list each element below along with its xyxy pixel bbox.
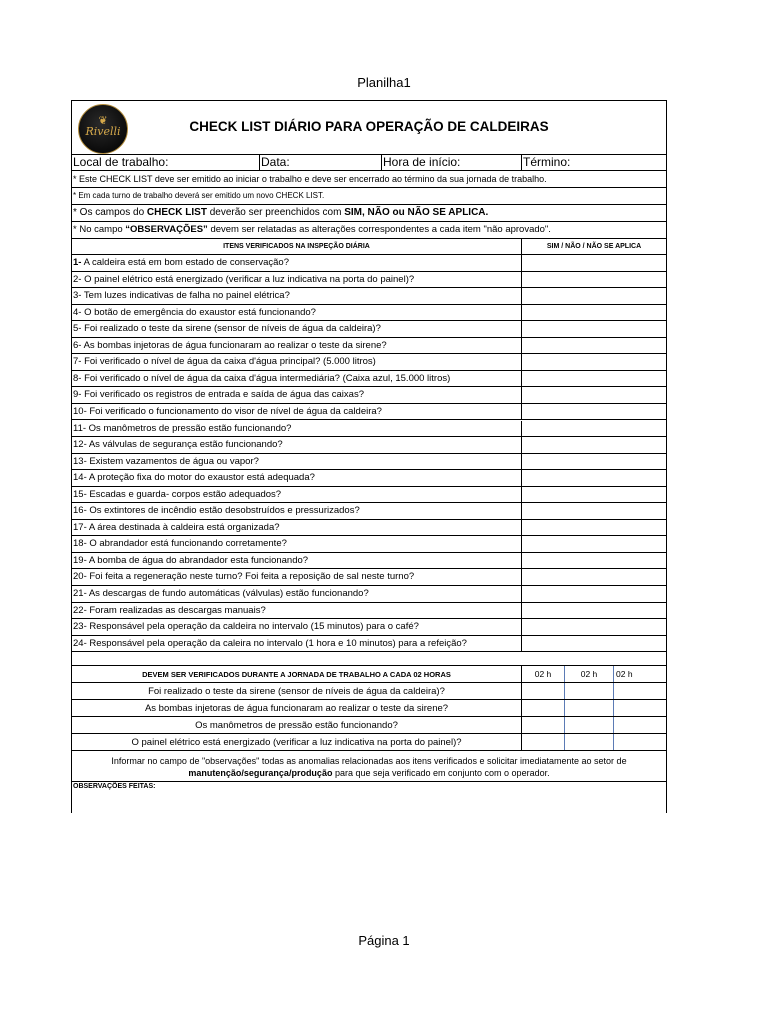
- bihourly-check-cell-1[interactable]: [521, 734, 564, 750]
- note-4-text: [72, 222, 666, 238]
- item-answer-cell[interactable]: [521, 636, 666, 652]
- item-answer-cell[interactable]: [521, 354, 666, 370]
- item-number: 13-: [73, 455, 87, 467]
- bihourly-check-cell-1[interactable]: [521, 700, 564, 716]
- note-2: [72, 188, 666, 205]
- item-text: [72, 437, 521, 453]
- item-text: [72, 288, 521, 304]
- observations-label: OBSERVAÇÕES FEITAS:: [73, 783, 156, 790]
- info-row: [72, 155, 666, 171]
- item-text: [72, 520, 521, 536]
- item-answer-cell[interactable]: [521, 288, 666, 304]
- item-text: [72, 553, 521, 569]
- item-number: 2-: [73, 273, 82, 285]
- item-answer-cell[interactable]: [521, 603, 666, 619]
- footer-bold: manutenção/segurança/produção: [188, 768, 333, 778]
- item-answer-cell[interactable]: [521, 503, 666, 519]
- item-answer-cell[interactable]: [521, 305, 666, 321]
- item-text: [72, 255, 521, 271]
- item-label: Responsável pela operação da caldeira no intervalo (15 minutos) para o café?: [86, 621, 419, 633]
- table-row: [72, 305, 666, 322]
- item-answer-cell[interactable]: [521, 387, 666, 403]
- note-2-text: * Em cada turno de trabalho deverá ser emitido um novo CHECK LIST.: [73, 191, 325, 200]
- item-text: [72, 470, 521, 486]
- item-text: [72, 305, 521, 321]
- bihourly-col-3: 02 h: [613, 666, 666, 682]
- table-row: [72, 354, 666, 371]
- bihourly-item-text: Foi realizado o teste da sirene (sensor de níveis de água da caldeira)?: [148, 686, 445, 697]
- item-answer-cell[interactable]: [521, 321, 666, 337]
- note-4-bold: “OBSERVAÇÕES”: [125, 224, 208, 235]
- item-answer-cell[interactable]: [521, 586, 666, 602]
- bihourly-row: [72, 700, 666, 717]
- note-4-part: * No campo: [73, 224, 126, 235]
- bihourly-check-cell-1[interactable]: [521, 683, 564, 699]
- table-row: [72, 371, 666, 388]
- note-3: [72, 205, 666, 222]
- item-answer-cell[interactable]: [521, 255, 666, 271]
- table-row: [72, 272, 666, 289]
- footer-instruction: [72, 751, 666, 782]
- bihourly-row: [72, 717, 666, 734]
- item-label: Foi realizado o teste da sirene (sensor de níveis de água da caldeira)?: [81, 323, 381, 335]
- item-answer-cell[interactable]: [521, 371, 666, 387]
- item-text: [72, 321, 521, 337]
- table-row: [72, 338, 666, 355]
- item-text: [72, 569, 521, 585]
- item-answer-cell[interactable]: [521, 338, 666, 354]
- item-label: As bombas injetoras de água funcionaram ao realizar o teste da sirene?: [81, 339, 387, 351]
- item-label: Existem vazamentos de água ou vapor?: [86, 455, 259, 467]
- item-number: 17-: [73, 521, 87, 533]
- bihourly-header: DEVEM SER VERIFICADOS DURANTE A JORNADA DE TRABALHO A CADA 02 HORAS: [142, 670, 451, 679]
- item-text: [72, 586, 521, 602]
- note-4: [72, 222, 666, 239]
- item-label: As descargas de fundo automáticas (válvulas) estão funcionando?: [86, 588, 369, 599]
- table-row: [72, 569, 666, 586]
- item-text: [72, 454, 521, 470]
- item-number: 7-: [73, 356, 82, 368]
- bihourly-row: [72, 683, 666, 700]
- table-row: [72, 586, 666, 603]
- items-column-header: ITENS VERIFICADOS NA INSPEÇÃO DIÁRIA: [223, 243, 370, 250]
- item-label: Os manômetros de pressão estão funcionando?: [86, 422, 292, 434]
- bihourly-item-text: As bombas injetoras de água funcionaram ao realizar o teste da sirene?: [144, 703, 449, 714]
- item-number: 4-: [73, 306, 82, 318]
- bihourly-check-cell-3[interactable]: [613, 734, 666, 750]
- item-answer-cell[interactable]: [521, 404, 666, 420]
- item-label: Foi verificado o funcionamento do visor de nível de água da caldeira?: [86, 405, 382, 417]
- table-row: [72, 321, 666, 338]
- item-text: [72, 421, 521, 437]
- item-number: 5-: [73, 323, 82, 335]
- start-time-field[interactable]: Hora de início:: [381, 155, 521, 170]
- item-text: [72, 603, 521, 619]
- end-time-field[interactable]: Término:: [521, 155, 666, 170]
- item-number: 3-: [73, 290, 82, 302]
- checklist-form: [71, 100, 667, 813]
- item-text: [72, 536, 521, 552]
- item-answer-cell[interactable]: [521, 553, 666, 569]
- table-row: [72, 470, 666, 487]
- bihourly-header-row: [72, 666, 666, 683]
- item-number: 9-: [73, 389, 82, 401]
- table-row: [72, 387, 666, 404]
- note-1-text: * Este CHECK LIST deve ser emitido ao iniciar o trabalho e deve ser encerrado ao término da sua jornada de trabalho.: [73, 174, 547, 184]
- item-number: 21-: [73, 588, 87, 599]
- item-label: A proteção fixa do motor do exaustor está adequada?: [86, 472, 315, 484]
- item-answer-cell[interactable]: [521, 520, 666, 536]
- item-number: 16-: [73, 505, 87, 517]
- item-label: Foi verificado os registros de entrada e saída de água das caixas?: [81, 389, 364, 401]
- bihourly-col-1: 02 h: [521, 666, 564, 682]
- bihourly-check-cell-2[interactable]: [564, 700, 613, 716]
- item-text: [72, 636, 521, 652]
- note-1: [72, 171, 666, 188]
- footer-line-2: [72, 767, 666, 779]
- bihourly-check-cell-1[interactable]: [521, 717, 564, 733]
- item-text: [72, 272, 521, 288]
- item-text: [72, 503, 521, 519]
- bihourly-item-text: Os manômetros de pressão estão funcionando?: [195, 720, 398, 731]
- table-row: [72, 421, 666, 438]
- note-3-bold: CHECK LIST: [146, 207, 207, 218]
- item-text: [72, 371, 521, 387]
- page-title: CHECK LIST DIÁRIO PARA OPERAÇÃO DE CALDEIRAS: [189, 119, 549, 134]
- item-label: Foi verificado o nível de água da caixa d'água principal? (5.000 litros): [81, 356, 376, 368]
- bihourly-item-text: O painel elétrico está energizado (verificar a luz indicativa na porta do painel)?: [131, 737, 462, 748]
- item-label: O botão de emergência do exaustor está funcionando?: [81, 306, 316, 318]
- item-label: Escadas e guarda- corpos estão adequados?: [86, 488, 282, 500]
- bihourly-check-cell-2[interactable]: [564, 734, 613, 750]
- item-number: 10-: [73, 405, 87, 417]
- bihourly-check-cell-2[interactable]: [564, 683, 613, 699]
- item-answer-cell[interactable]: [521, 569, 666, 585]
- item-answer-cell[interactable]: [521, 470, 666, 486]
- item-label: O abrandador está funcionando corretamente?: [86, 538, 287, 550]
- bihourly-check-cell-3[interactable]: [613, 717, 666, 733]
- item-number: 19-: [73, 554, 87, 566]
- observations-field[interactable]: [72, 792, 666, 814]
- item-label: A área destinada à caldeira está organizada?: [86, 521, 280, 533]
- note-3-part: deverão ser preenchidos com: [206, 207, 345, 218]
- date-field[interactable]: Data:: [259, 155, 381, 170]
- footer-rest: para que seja verificado em conjunto com o operador.: [332, 768, 550, 778]
- item-label: O painel elétrico está energizado (verificar a luz indicativa na porta do painel)?: [81, 273, 415, 285]
- table-row: [72, 503, 666, 520]
- note-3-bold: SIM, NÃO ou NÃO SE APLICA.: [344, 207, 489, 218]
- item-number: 18-: [73, 538, 87, 550]
- logo-ornament-icon: ❦: [98, 115, 108, 127]
- item-label: A caldeira está em bom estado de conservação?: [81, 257, 289, 268]
- item-number: 12-: [73, 439, 87, 451]
- item-label: Foram realizadas as descargas manuais?: [86, 604, 266, 616]
- blank-row: [72, 652, 666, 666]
- item-number: 20-: [73, 571, 87, 583]
- item-answer-cell[interactable]: [521, 421, 666, 437]
- item-label: As válvulas de segurança estão funcionando?: [86, 439, 283, 451]
- local-field[interactable]: Local de trabalho:: [73, 155, 169, 169]
- item-label: Responsável pela operação da caleira no intervalo (1 hora e 10 minutos) para a refeição?: [86, 637, 467, 649]
- item-label: Tem luzes indicativas de falha no painel elétrica?: [81, 290, 290, 302]
- item-text: [72, 487, 521, 503]
- table-row: [72, 487, 666, 504]
- item-answer-cell[interactable]: [521, 536, 666, 552]
- item-label: Os extintores de incêndio estão desobstruídos e pressurizados?: [86, 505, 360, 517]
- answer-column-header: SIM / NÃO / NÃO SE APLICA: [521, 239, 666, 254]
- item-number: 24-: [73, 637, 87, 649]
- bihourly-check-cell-3[interactable]: [613, 700, 666, 716]
- note-3-text: [72, 205, 666, 221]
- item-number: 11-: [73, 422, 87, 434]
- table-row: [72, 520, 666, 537]
- item-text: [72, 354, 521, 370]
- table-row: [72, 404, 666, 421]
- footer-line-1: Informar no campo de "observações" todas as anomalias relacionadas aos itens verificados e solicitar imediatamente ao setor de: [111, 756, 627, 766]
- note-4-part: devem ser relatadas as alterações correspondentes a cada item "não aprovado".: [207, 224, 551, 235]
- item-number: 15-: [73, 488, 87, 500]
- bihourly-check-cell-2[interactable]: [564, 717, 613, 733]
- sheet-name: Planilha1: [357, 75, 411, 90]
- item-answer-cell[interactable]: [521, 437, 666, 453]
- note-3-part: * Os campos do: [73, 207, 147, 218]
- form-header: [72, 101, 666, 155]
- table-header: [72, 239, 666, 255]
- item-label: A bomba de água do abrandador esta funcionando?: [86, 554, 309, 566]
- table-row: [72, 255, 666, 272]
- item-text: [72, 619, 521, 635]
- item-number: 8-: [73, 372, 82, 384]
- table-row: [72, 603, 666, 620]
- item-number: 1-: [73, 257, 82, 268]
- item-text: [72, 404, 521, 420]
- item-text: [72, 387, 521, 403]
- page-number: Página 1: [358, 933, 410, 948]
- item-answer-cell[interactable]: [521, 487, 666, 503]
- bihourly-check-cell-3[interactable]: [613, 683, 666, 699]
- bihourly-row: [72, 734, 666, 751]
- item-answer-cell[interactable]: [521, 619, 666, 635]
- table-row: [72, 553, 666, 570]
- item-label: Foi verificado o nível de água da caixa d'água intermediária? (Caixa azul, 15.000 litros): [81, 372, 451, 384]
- table-row: [72, 536, 666, 553]
- item-label: Foi feita a regeneração neste turno? Foi feita a reposição de sal neste turno?: [86, 571, 415, 583]
- item-answer-cell[interactable]: [521, 454, 666, 470]
- table-row: [72, 437, 666, 454]
- table-row: [72, 454, 666, 471]
- logo-brand-text: Rivelli: [85, 125, 121, 138]
- item-number: 23-: [73, 621, 87, 633]
- table-row: [72, 636, 666, 653]
- item-number: 22-: [73, 604, 87, 616]
- item-answer-cell[interactable]: [521, 272, 666, 288]
- table-row: [72, 619, 666, 636]
- bihourly-col-2: 02 h: [564, 666, 613, 682]
- item-number: 6-: [73, 339, 82, 351]
- item-text: [72, 338, 521, 354]
- item-number: 14-: [73, 472, 87, 484]
- table-row: [72, 288, 666, 305]
